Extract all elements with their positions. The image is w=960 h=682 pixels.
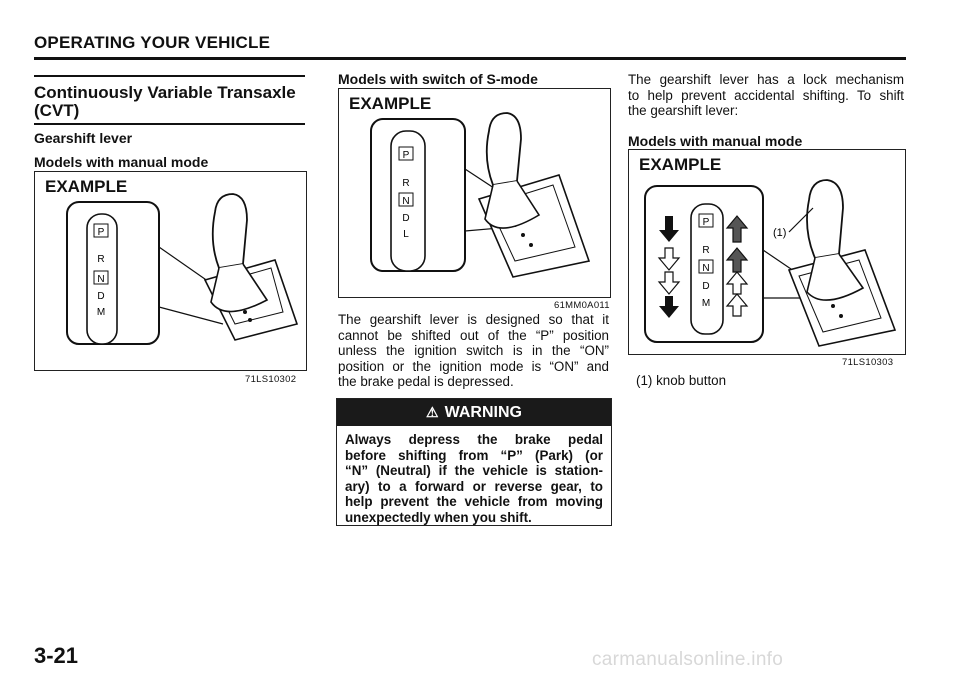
paragraph-line: position or the ignition mode is “ON” and [338, 358, 609, 374]
title-top-rule [34, 75, 305, 77]
warning-line: unexpectedly when you shift. [345, 509, 532, 525]
cvt-title-line2: (CVT) [34, 101, 80, 120]
paragraph-line: The gearshift lever is designed so that it [338, 312, 609, 327]
gearshift-lever-heading: Gearshift lever [34, 130, 133, 146]
figure-code-2: 61MM0A011 [554, 300, 610, 311]
warning-line: ary) to a forward or reverse gear, to [345, 478, 603, 494]
manual-mode-heading-2: Models with manual mode [628, 133, 803, 149]
figure-1 [34, 171, 307, 371]
figure-3 [628, 149, 906, 355]
title-bottom-rule [34, 123, 305, 125]
cvt-title-line1: Continuously Variable Transaxle [34, 83, 296, 102]
manual-mode-lever-illustration [35, 172, 306, 370]
gate-letter-p: P [402, 150, 410, 161]
warning-icon: ⚠ [426, 404, 439, 420]
callout-1: (1) [773, 227, 787, 239]
gate-letter-p: P [702, 217, 710, 228]
paragraph-line: unless the ignition switch is in the “ON” [338, 343, 609, 358]
gate-letter-n: N [702, 263, 710, 274]
warning-line: “N” (Neutral) if the vehicle is station- [345, 463, 603, 478]
gate-letter-r: R [97, 254, 105, 265]
watermark: carmanualsonline.info [592, 649, 784, 670]
gate-letter-m: M [96, 307, 106, 318]
paragraph-line: to help prevent accidental shifting. To shift [628, 87, 904, 103]
knob-button-caption: (1) knob button [636, 373, 727, 388]
figure-2 [338, 88, 611, 298]
knob-button-illustration [629, 150, 905, 354]
gate-letter-d: D [402, 213, 410, 224]
gate-letter-r: R [702, 245, 710, 256]
paragraph-line: cannot be shifted out of the “P” position [338, 327, 609, 343]
paragraph-line: The gearshift lever has a lock mechanism [628, 72, 904, 87]
warning-text [337, 426, 611, 525]
paragraph-line: the gearshift lever: [628, 103, 739, 118]
smode-heading: Models with switch of S-mode [338, 71, 538, 87]
gate-letter-l: L [403, 229, 409, 240]
header-rule [34, 57, 906, 60]
paragraph-line: the brake pedal is depressed. [338, 374, 514, 389]
page-number: 3-21 [34, 643, 79, 668]
gate-letter-p: P [97, 227, 105, 238]
gate-letter-d: D [97, 291, 105, 302]
gate-letter-n: N [97, 274, 105, 285]
figure-code-3: 71LS10303 [842, 357, 894, 368]
warning-line: before shifting from “P” (Park) (or [345, 447, 603, 463]
section-title: OPERATING YOUR VEHICLE [34, 33, 271, 52]
example-label: EXAMPLE [349, 94, 432, 113]
lock-mechanism-paragraph [628, 72, 904, 119]
example-label: EXAMPLE [639, 155, 722, 174]
example-label: EXAMPLE [45, 177, 128, 196]
gate-letter-m: M [701, 298, 711, 309]
gate-letter-n: N [402, 196, 410, 207]
gate-letter-r: R [402, 178, 410, 189]
warning-title: WARNING [444, 404, 522, 421]
manual-mode-heading: Models with manual mode [34, 154, 209, 170]
smode-lever-illustration [339, 89, 610, 297]
figure-code-1: 71LS10302 [245, 374, 297, 385]
gate-letter-d: D [702, 281, 710, 292]
warning-box [336, 398, 612, 526]
warning-line: Always depress the brake pedal [345, 432, 603, 447]
warning-header [337, 399, 611, 426]
warning-line: help prevent the vehicle from moving [345, 494, 603, 509]
shift-lock-paragraph [338, 312, 609, 390]
